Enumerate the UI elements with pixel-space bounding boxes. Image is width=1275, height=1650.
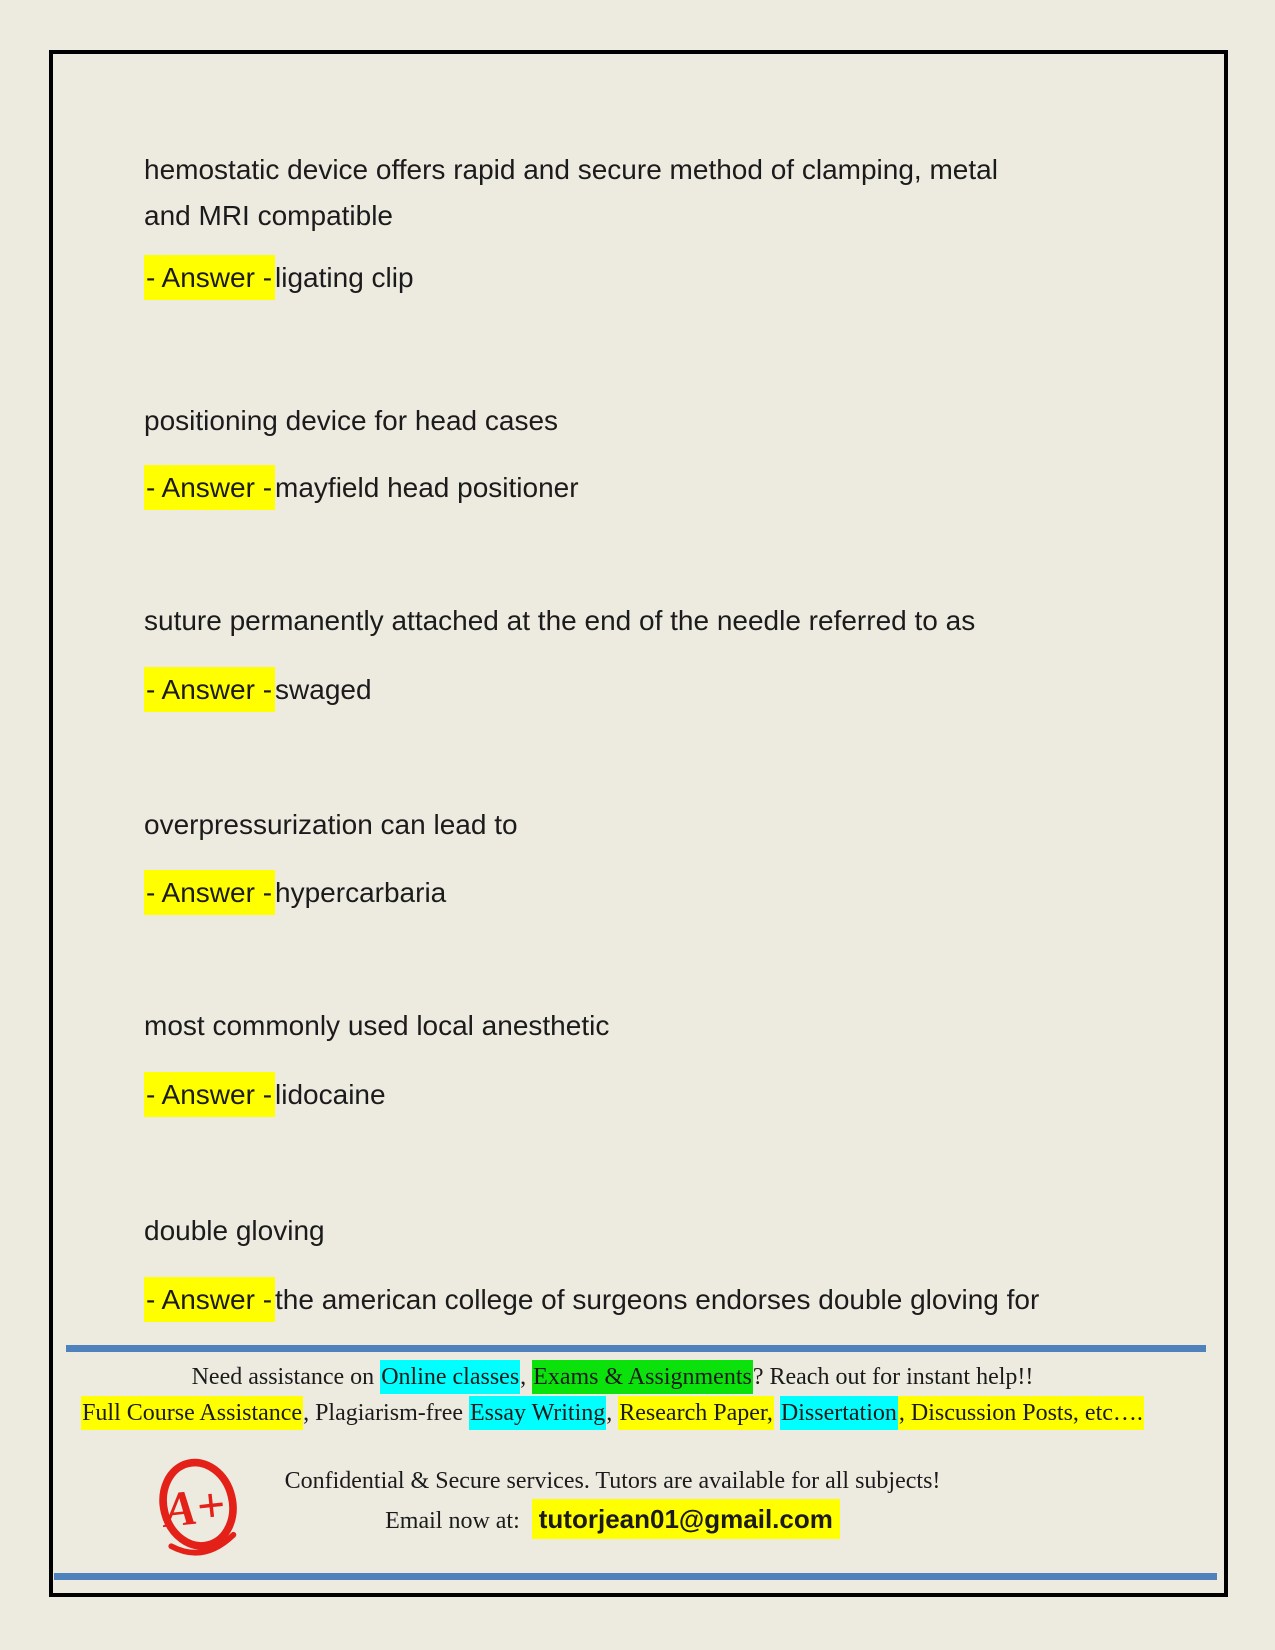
answer-label-highlight: - Answer - xyxy=(144,255,275,300)
question-text: double gloving xyxy=(144,1215,325,1246)
footer-services-line xyxy=(55,1396,1170,1430)
highlight-online-classes: Online classes xyxy=(380,1360,520,1394)
email-label: Email now at: xyxy=(385,1508,520,1534)
answer-text: swaged xyxy=(275,674,372,705)
highlight-discussion-posts: , Discussion Posts, etc…. xyxy=(898,1396,1144,1430)
highlight-exams-assignments: Exams & Assignments xyxy=(532,1360,753,1394)
footer-text: , xyxy=(606,1400,619,1426)
question-text: suture permanently attached at the end of the needle referred to as xyxy=(144,605,976,636)
question-text: overpressurization can lead to xyxy=(144,809,518,840)
highlight-dissertation: Dissertation xyxy=(780,1396,898,1430)
answer-line xyxy=(144,466,1144,510)
answer-label-highlight: - Answer - xyxy=(144,1072,275,1117)
question-text: most commonly used local anesthetic xyxy=(144,1010,610,1041)
answer-label-highlight: - Answer - xyxy=(144,465,275,510)
footer-text: , xyxy=(520,1364,533,1390)
answer-text: ligating clip xyxy=(275,262,414,293)
answer-line xyxy=(144,668,1144,712)
answer-label-highlight: - Answer - xyxy=(144,1277,275,1322)
spacer xyxy=(520,1508,532,1534)
confidential-line: Confidential & Secure services. Tutors are available for all subjects! xyxy=(284,1468,941,1494)
answer-text: hypercarbaria xyxy=(275,877,447,908)
highlight-essay-writing: Essay Writing xyxy=(469,1396,606,1430)
answer-text: lidocaine xyxy=(275,1079,386,1110)
divider-line-bottom xyxy=(54,1573,1217,1580)
footer-text: Need assistance on xyxy=(191,1364,381,1390)
question-text: positioning device for head cases xyxy=(144,405,559,436)
footer-text: ? Reach out for instant help!! xyxy=(752,1364,1034,1390)
divider-line-top xyxy=(66,1345,1206,1352)
email-address: tutorjean01@gmail.com xyxy=(532,1499,840,1539)
question-text: hemostatic device offers rapid and secure method of clamping, metal and MRI compatible xyxy=(144,154,998,231)
answer-line xyxy=(144,1278,1144,1322)
answer-line xyxy=(144,871,1144,915)
answer-line xyxy=(144,1073,1144,1117)
answer-label-highlight: - Answer - xyxy=(144,870,275,915)
email-line xyxy=(55,1502,1170,1538)
highlight-full-course-assistance: Full Course Assistance xyxy=(81,1396,303,1430)
answer-text: the american college of surgeons endorses double gloving for xyxy=(275,1284,1040,1315)
logo-grade-text: A+ xyxy=(160,1476,228,1538)
highlight-research-paper: Research Paper, xyxy=(618,1396,774,1430)
footer-text: , Plagiarism-free xyxy=(303,1400,470,1426)
answer-text: mayfield head positioner xyxy=(275,472,579,503)
footer-text xyxy=(774,1400,780,1426)
answer-label-highlight: - Answer - xyxy=(144,667,275,712)
footer-help-line xyxy=(55,1360,1170,1394)
answer-line xyxy=(144,256,1144,300)
